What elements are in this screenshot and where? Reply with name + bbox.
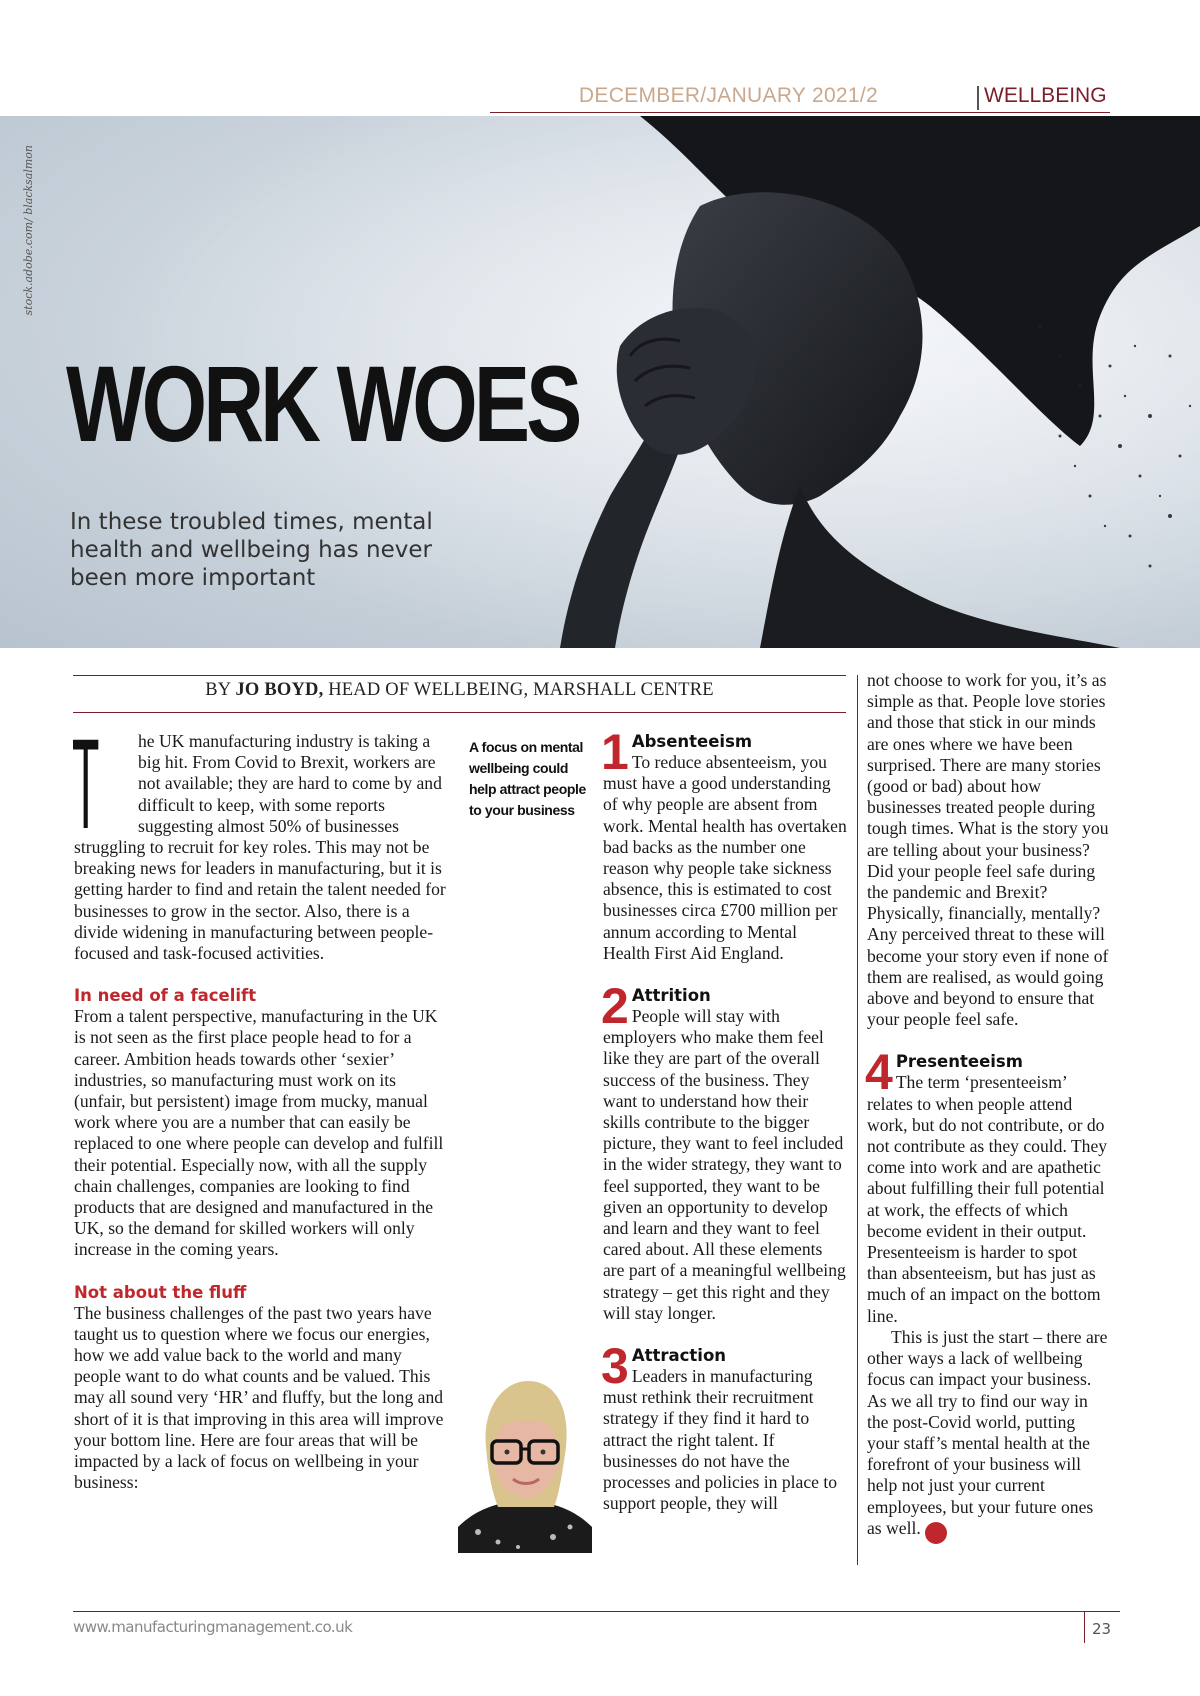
item-attraction [601,1338,847,1514]
section-label: WELLBEING [984,84,1107,107]
image-credit: stock.adobe.com/ blacksalmon [22,145,35,316]
article-column-3 [601,724,847,1515]
intro-paragraph [72,713,450,964]
closing-text: This is just the start – there are other ways a lack of wellbeing focus can impact your business. As we all try to find our way in the post-Covid world, putting your staff’s mental health at the forefront of your business will help not just your current employees, but your future ones as well. [867,1326,1108,1538]
header-rule [490,112,1110,113]
item-number: 4 [865,1044,893,1101]
drop-cap: T [72,713,100,856]
author-portrait-illustration [458,1367,592,1553]
column-rule [857,675,858,1565]
pull-quote: A focus on mental wellbeing could help attract people to your business [469,739,586,818]
byline-author: JO BOYD, [235,680,324,700]
footer-separator [1084,1611,1085,1643]
item-title: Absenteeism [631,732,753,751]
item-number: 1 [601,724,629,780]
standfirst: In these troubled times, mental health and wellbeing has never been more important [70,509,433,591]
author-portrait [458,1367,592,1553]
continuation-paragraph: not choose to work for you, it’s as simple as that. People love stories and those that stick in our minds are ones where we have been surprised. There are many stories (good or bad) about how businesses treated people during tough times. What is the story you are telling about your business? Did your people feel safe during the pandemic and Brexit? Physically, financially, mentally? Any perceived threat to these will become your story even if none of them are realised, as would going above and beyond to ensure that your people feel safe. [867,670,1109,1030]
item-title: Attrition [631,986,711,1006]
headline: WORK WOES [66,343,579,464]
item-title: Presenteeism [895,1052,1023,1072]
byline-bar [73,675,846,713]
byline-prefix: BY [205,680,236,700]
item-text: Leaders in manufacturing must rethink their recruitment strategy if they find it hard to attract the right talent. If businesses do not have the processes and policies in place to support people, they will [603,1366,838,1514]
item-text: People will stay with employers who make them feel like they are part of the overall success of the business. They want to understand how their skills contribute to the bigger picture, they want to feel included in the wider strategy, they want to feel supported, they want to be given an opportunity to develop and learn and they want to feel cared about. All these elements are part of a meaningful wellbeing strategy – get this right and they will stay longer. [603,1006,846,1323]
page-header [0,80,1110,116]
facelift-paragraph: From a talent perspective, manufacturing in the UK is not seen as the first place people head to for a career. Ambition heads towards other ‘sexier’ industries, so manufacturing must work on its (unfair, but persistent) image from mucky, manual work where you are a number that can easily be replaced to one where people can develop and fulfill their potential. Especially now, with all the supply chain challenges, companies are looking to find products that are designed and manufactured in the UK, so the demand for skilled workers will only increase in the coming years. [74,1006,444,1260]
footer-url[interactable]: www.manufacturingmanagement.co.uk [73,1618,353,1636]
byline-role: HEAD OF WELLBEING, MARSHALL CENTRE [323,680,714,700]
byline [73,680,846,701]
subhead-facelift: In need of a facelift [74,986,257,1006]
item-presenteeism [865,1044,1111,1326]
fluff-paragraph: The business challenges of the past two years have taught us to question where we focus our energies, how we add value back to the world and many people want to do what counts and be valued. This may all sound very ‘HR’ and fluffy, but the long and short of it is that improving in this area will improve your bottom line. Here are four areas that will be impacted by a lack of focus on wellbeing in your business: [74,1302,444,1493]
item-number: 2 [601,978,629,1035]
item-absenteeism [601,724,847,964]
issue-date: DECEMBER/JANUARY 2021/2 [578,84,878,107]
closing-paragraph [867,1327,1111,1544]
subhead-fluff: Not about the fluff [74,1282,247,1302]
end-mark-icon: M [925,1522,947,1544]
header-separator [977,86,979,110]
item-title: Attraction [631,1346,727,1366]
article-column-1 [72,713,450,1494]
item-number: 3 [601,1338,629,1395]
intro-text: he UK manufacturing industry is taking a big hit. From Covid to Brexit, workers are not available; they are hard to come by and difficult to keep, with some reports suggesting almost 50% of businesses struggling to recruit for key roles. This may not be breaking news for leaders in manufacturing, but it is getting harder to find and retain the talent needed for businesses to grow in the sector. Also, there is a divide widening in manufacturing between people- focused and task-focused activities. [74,731,446,964]
item-attrition [601,978,847,1324]
item-text: To reduce absenteeism, you must have a good understanding of why people are absent from work. Mental health has overtaken bad backs as the number one reason why people take sickness absence, this is estimated to cost businesses circa £700 million per annum according to Mental Health First Aid England. [603,752,847,963]
footer-rule [73,1611,1120,1612]
page-number: 23 [1092,1620,1112,1638]
item-text: The term ‘presenteeism’ relates to when people attend work, but do not contribute, or do not contribute as they could. They come into work and are apathetic about fulfilling their full potential at work, the effects of which become evident in their output. Presenteeism is harder to spot than absenteeism, but has just as much of an impact on the bottom line. [867,1072,1108,1326]
article-column-4 [867,670,1111,1544]
